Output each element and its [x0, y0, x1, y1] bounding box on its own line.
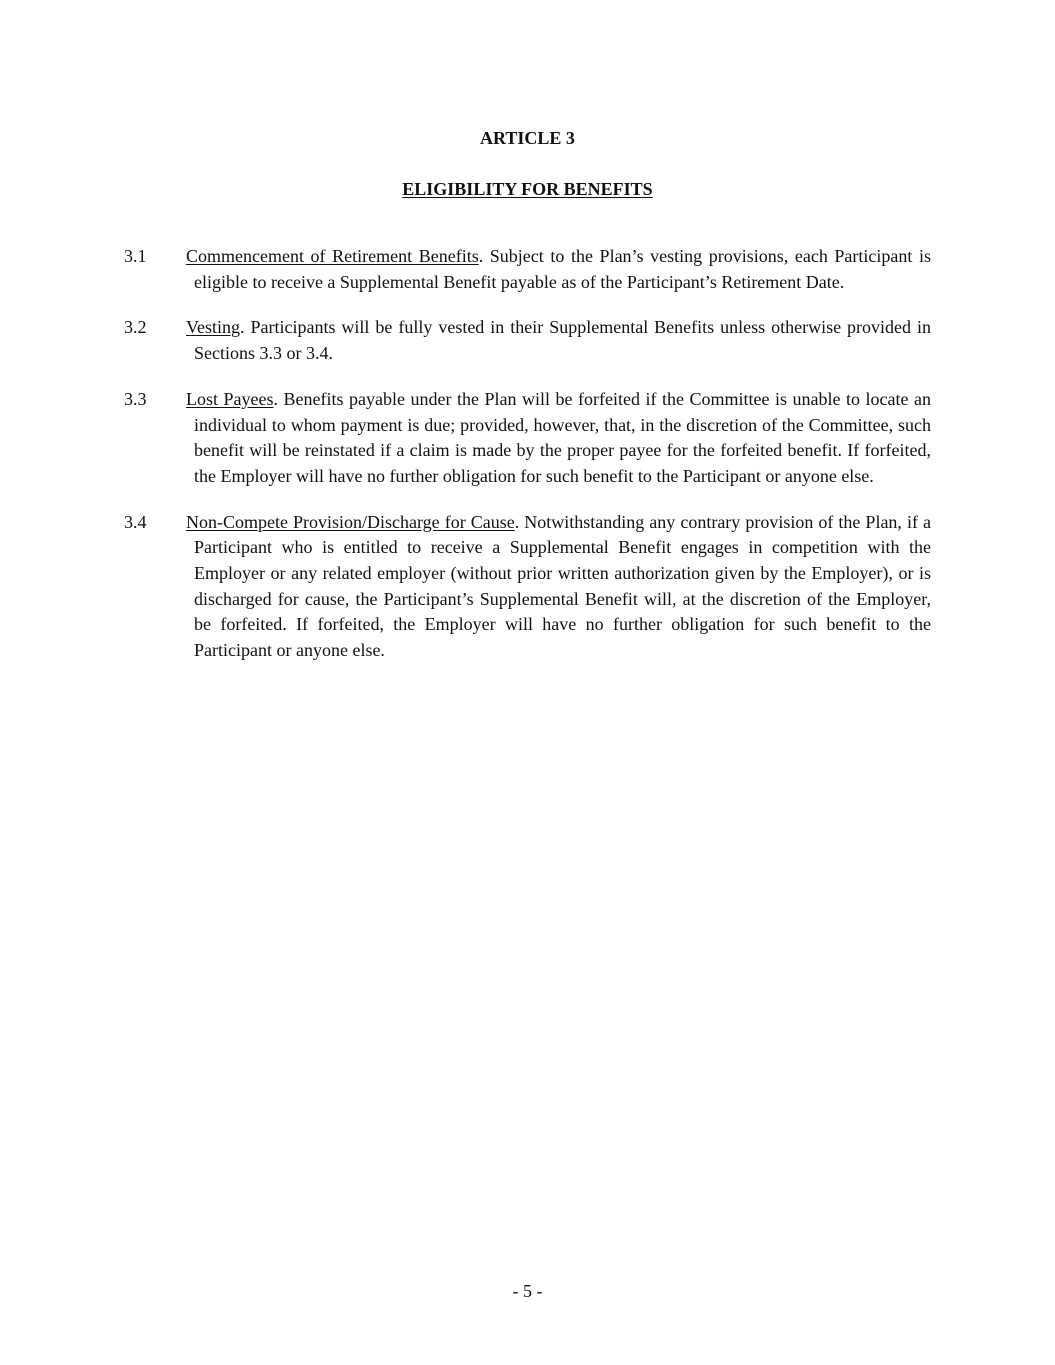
section-number: 3.1 [124, 246, 147, 266]
section-heading: Commencement of Retirement Benefits [186, 246, 479, 266]
section-text: . Benefits payable under the Plan will be forfeited if the Committee is unable to locate an individual to whom payment is due; provided, however, that, in the discretion of the Committee, such benefit will be reinstated if a claim is made by the proper payee for the forfeited benefit. If forfeited, the Employer will have no further obligation for such benefit to the Participant or anyone else. [194, 388, 931, 486]
page-number: - 5 - [512, 1281, 543, 1301]
section-number: 3.3 [124, 388, 147, 409]
article-title: ARTICLE 3 [480, 128, 575, 148]
section-text: . Subject to the Plan’s vesting provisions, each Participant is eligible to receive a Supplemental Benefit payable as of the Participant’s Retirement Date. [194, 246, 931, 292]
section-text: . Participants will be fully vested in their Supplemental Benefits unless otherwise provided in Sections 3.3 or 3.4. [194, 317, 931, 364]
article-heading-text: ELIGIBILITY FOR BENEFITS [402, 179, 653, 199]
section-number: 3.4 [124, 511, 147, 532]
sections-list [0, 244, 1055, 684]
section-body [186, 315, 931, 366]
section-body [186, 244, 931, 295]
section-heading: Vesting [186, 317, 240, 338]
section-number: 3.2 [124, 317, 147, 338]
section-body [186, 387, 931, 490]
section-3-4 [0, 510, 1055, 664]
section-text: . Notwithstanding any contrary provision of the Plan, if a Participant who is entitled to receive a Supplemental Benefit engages in competition with the Employer or any related employer (without prior written authorization given by the Employer), or is discharged for cause, the Participant’s Supplemental Benefit will, at the discretion of the Employer, be forfeited. If forfeited, the Employer will have no further obligation for such benefit to the Participant or anyone else. [194, 511, 931, 661]
section-3-2 [0, 315, 1055, 366]
article-heading [0, 178, 1055, 200]
section-3-1 [0, 244, 1055, 295]
section-heading: Lost Payees [186, 388, 274, 409]
section-heading: Non-Compete Provision/Discharge for Cause [186, 511, 515, 532]
section-body [186, 510, 931, 664]
section-3-3 [0, 387, 1055, 490]
